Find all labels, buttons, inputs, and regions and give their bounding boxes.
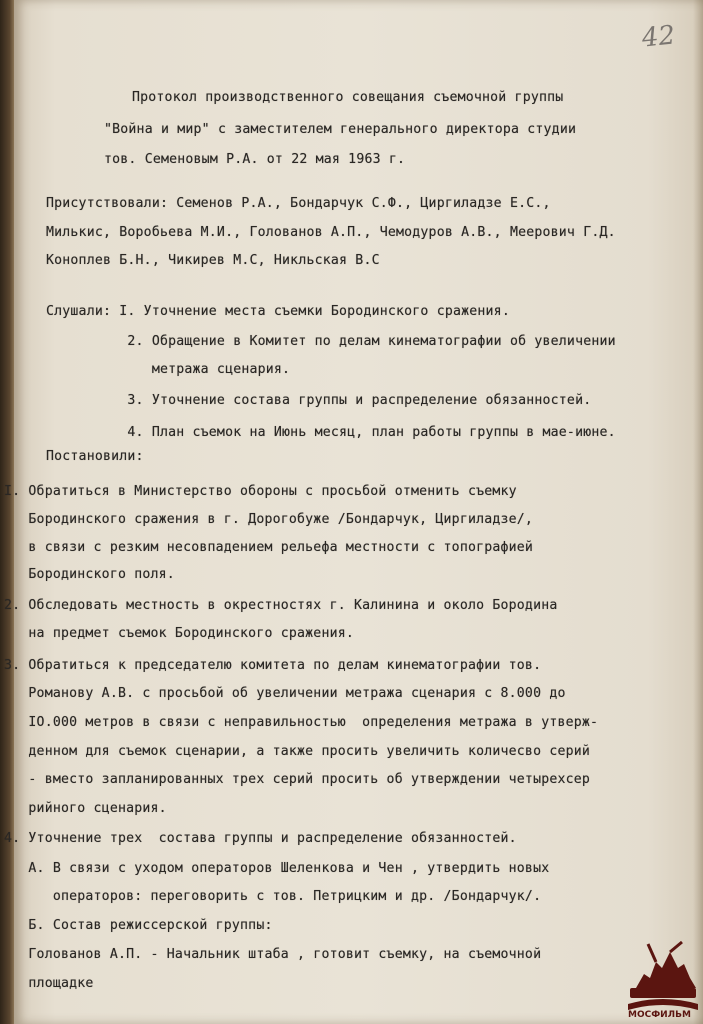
decision-line: 3. Обратиться к председателю комитета по делам кинематографии тов. (4, 658, 542, 673)
decision-line: площадке (4, 976, 94, 991)
agenda-item: 4. План съемок на Июнь месяц, план работы группы в мае-июне. (46, 425, 616, 440)
decision-line: Голованов А.П. - Начальник штаба , готовит съемку, на съемочной (4, 947, 542, 962)
decision-line: денном для съемок сценарии, а также просить увеличить количесво серий (4, 744, 591, 759)
decision-line: Бородинского сражения в г. Дорогобуже /Бондарчук, Циргиладзе/, (4, 512, 534, 527)
decision-line: 2. Обследовать местность в окрестностях г. Калинина и около Бородина (4, 598, 558, 613)
attendees-line: Присутствовали: Семенов Р.А., Бондарчук С.Ф., Циргиладзе Е.С., (46, 196, 551, 211)
decision-line: IO.000 метров в связи с неправильностью определения метража в утверж- (4, 715, 599, 730)
attendees-line: Милькис, Воробьева М.И., Голованов А.П., Чемодуров А.В., Меерович Г.Д. (46, 225, 616, 240)
title-line: Протокол производственного совещания съемочной группы (132, 90, 564, 105)
decision-line: - вместо запланированных трех серий просить об утверждении четырехсер (4, 772, 591, 787)
decision-line: в связи с резким несовпадением рельефа местности с топографией (4, 540, 534, 555)
decision-line: 4. Уточнение трех состава группы и распределение обязанностей. (4, 831, 517, 846)
title-line: тов. Семеновым Р.А. от 22 мая 1963 г. (104, 152, 406, 167)
attendees-line: Коноплев Б.Н., Чикирев М.С, Никльская В.С (46, 253, 380, 268)
agenda-item: метража сценария. (46, 362, 291, 377)
decided-heading: Постановили: (46, 449, 144, 464)
decision-line: I. Обратиться в Министерство обороны с просьбой отменить съемку (4, 484, 517, 499)
decision-line: на предмет съемок Бородинского сражения. (4, 626, 355, 641)
decision-line: Романову А.В. с просьбой об увеличении метража сценария с 8.000 до (4, 686, 566, 701)
agenda-item: Слушали: I. Уточнение места съемки Бородинского сражения. (46, 304, 510, 319)
decision-line: Б. Состав режиссерской группы: (4, 918, 273, 933)
page-number: 42 (640, 20, 677, 54)
decision-line: А. В связи с уходом операторов Шеленкова и Чен , утвердить новых (4, 861, 550, 876)
mosfilm-logo-text: МОСФИЛЬМ (628, 1010, 691, 1020)
agenda-item: 2. Обращение в Комитет по делам кинематографии об увеличении (46, 334, 616, 349)
decision-line: Бородинского поля. (4, 567, 175, 582)
page-edge-shadow (693, 0, 703, 1024)
title-line: "Война и мир" с заместителем генерального директора студии (104, 122, 577, 137)
decision-line: рийного сценария. (4, 801, 167, 816)
decision-line: операторов: переговорить с тов. Петрицким и др. /Бондарчук/. (4, 889, 542, 904)
agenda-item: 3. Уточнение состава группы и распределение обязанностей. (46, 393, 592, 408)
